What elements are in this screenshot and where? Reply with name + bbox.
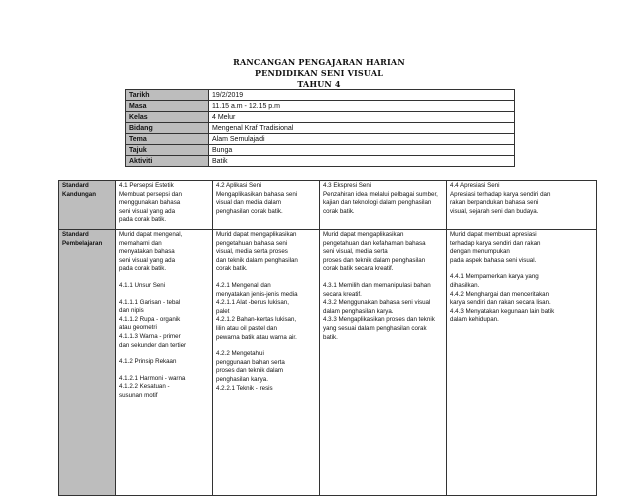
info-value: Mengenal Kraf Tradisional (209, 123, 515, 134)
content-standard-4-1: 4.1 Persepsi Estetik Membuat persepsi dan menggunakan bahasa seni visual yang ada pada corak batik. (119, 182, 182, 224)
content-standard-4-3: 4.3 Ekspresi Seni Penzahiran idea melalui pelbagai sumber, kajian dan teknologi dalam penghasilan corak batik. (323, 182, 438, 215)
learning-standard-text: Murid dapat mengenal, memahami dan menyatakan bahasa seni visual yang ada pada corak batik. (119, 231, 183, 273)
info-label: Tarikh (126, 90, 209, 101)
learning-standard-text: 4.4.1 Mempamerkan karya yang dihasilkan. 4.4.2 Menghargai dan menceritakan karya sendiri dan rakan secara lisan. 4.4.3 Menyatakan kegunaan lain batik dalam kehidupan. (450, 273, 555, 324)
row-header: Standard Pembelajaran (59, 230, 116, 496)
info-value: 11.15 a.m - 12.15 p.m (209, 101, 515, 112)
info-row (126, 112, 515, 123)
year-title: TAHUN 4 (297, 79, 341, 89)
document-title: RANCANGAN PENGAJARAN HARIAN (233, 57, 405, 67)
learning-standard-text: Murid dapat mengaplikasikan pengetahuan dan kefahaman bahasa seni visual, media serta proses dan teknik dalam penghasilan corak batik secara kreatif. (323, 231, 426, 273)
learning-standard-text: 4.1.2 Prinsip Rekaan (119, 358, 177, 366)
row-header: Standard Kandungan (59, 181, 116, 230)
learning-standard-text: 4.3.1 Memilih dan memanipulasi bahan secara kreatif. 4.3.2 Menggunakan bahasa seni visual dalam penghasilan karya. 4.3.3 Mengaplikasikan proses dan teknik yang sesuai dalam penghasilan corak batik. (323, 281, 435, 341)
info-row (126, 101, 515, 112)
info-label: Tema (126, 134, 209, 145)
info-row (126, 123, 515, 134)
info-value: Batik (209, 156, 515, 167)
learning-standard-text: 4.1.1.1 Garisan - tebal dan nipis 4.1.1.2 Rupa - organik atau geometri 4.1.1.3 Warna - primer dan sekunder dan tertier (119, 298, 187, 349)
standard-kandungan-row (59, 181, 597, 230)
info-label: Aktiviti (126, 156, 209, 167)
info-label: Kelas (126, 112, 209, 123)
learning-standard-text: Murid dapat mengaplikasikan pengetahuan bahasa seni visual, media serta proses dan teknik dalam penghasilan corak batik. (216, 231, 298, 273)
content-standard-4-4: 4.4 Apresiasi Seni Apresiasi terhadap karya sendiri dan rakan berpandukan bahasa seni visual, sejarah seni dan budaya. (450, 182, 551, 215)
info-value: Bunga (209, 145, 515, 156)
info-label: Masa (126, 101, 209, 112)
info-label: Tajuk (126, 145, 209, 156)
content-standard-4-2: 4.2 Aplikasi Seni Mengaplikasikan bahasa seni visual dan media dalam penghasilan corak batik. (216, 182, 298, 215)
info-row (126, 90, 515, 101)
learning-standard-text: 4.2.2 Mengetahui penggunaan bahan serta proses dan teknik dalam penghasilan karya. 4.2.2.1 Teknik - resis (216, 350, 285, 392)
learning-standard-text: 4.1.2.1 Harmoni - warna 4.1.2.2 Kesatuan - susunan motif (119, 374, 186, 399)
learning-standard-text: Murid dapat membuat apresiasi terhadap karya sendiri dan rakan dengan menumpukan pada aspek bahasa seni visual. (450, 231, 541, 264)
lesson-info-table (125, 89, 515, 167)
info-row (126, 145, 515, 156)
standards-table (58, 180, 597, 496)
info-row (126, 156, 515, 167)
info-label: Bidang (126, 123, 209, 134)
info-row (126, 134, 515, 145)
info-value: 4 Melur (209, 112, 515, 123)
info-value: 19/2/2019 (209, 90, 515, 101)
learning-standard-text: 4.1.1 Unsur Seni (119, 281, 166, 289)
subject-title: PENDIDIKAN SENI VISUAL (254, 68, 384, 78)
standard-pembelajaran-row (59, 230, 597, 496)
learning-standard-text: 4.2.1 Mengenal dan menyatakan jenis-jenis media 4.2.1.1 Alat -berus lukisan, palet 4.2.1.2 Bahan-kertas lukisan, lilin atau oil pastel dan pewarna batik atau warna air. (216, 281, 298, 341)
info-value: Alam Semulajadi (209, 134, 515, 145)
